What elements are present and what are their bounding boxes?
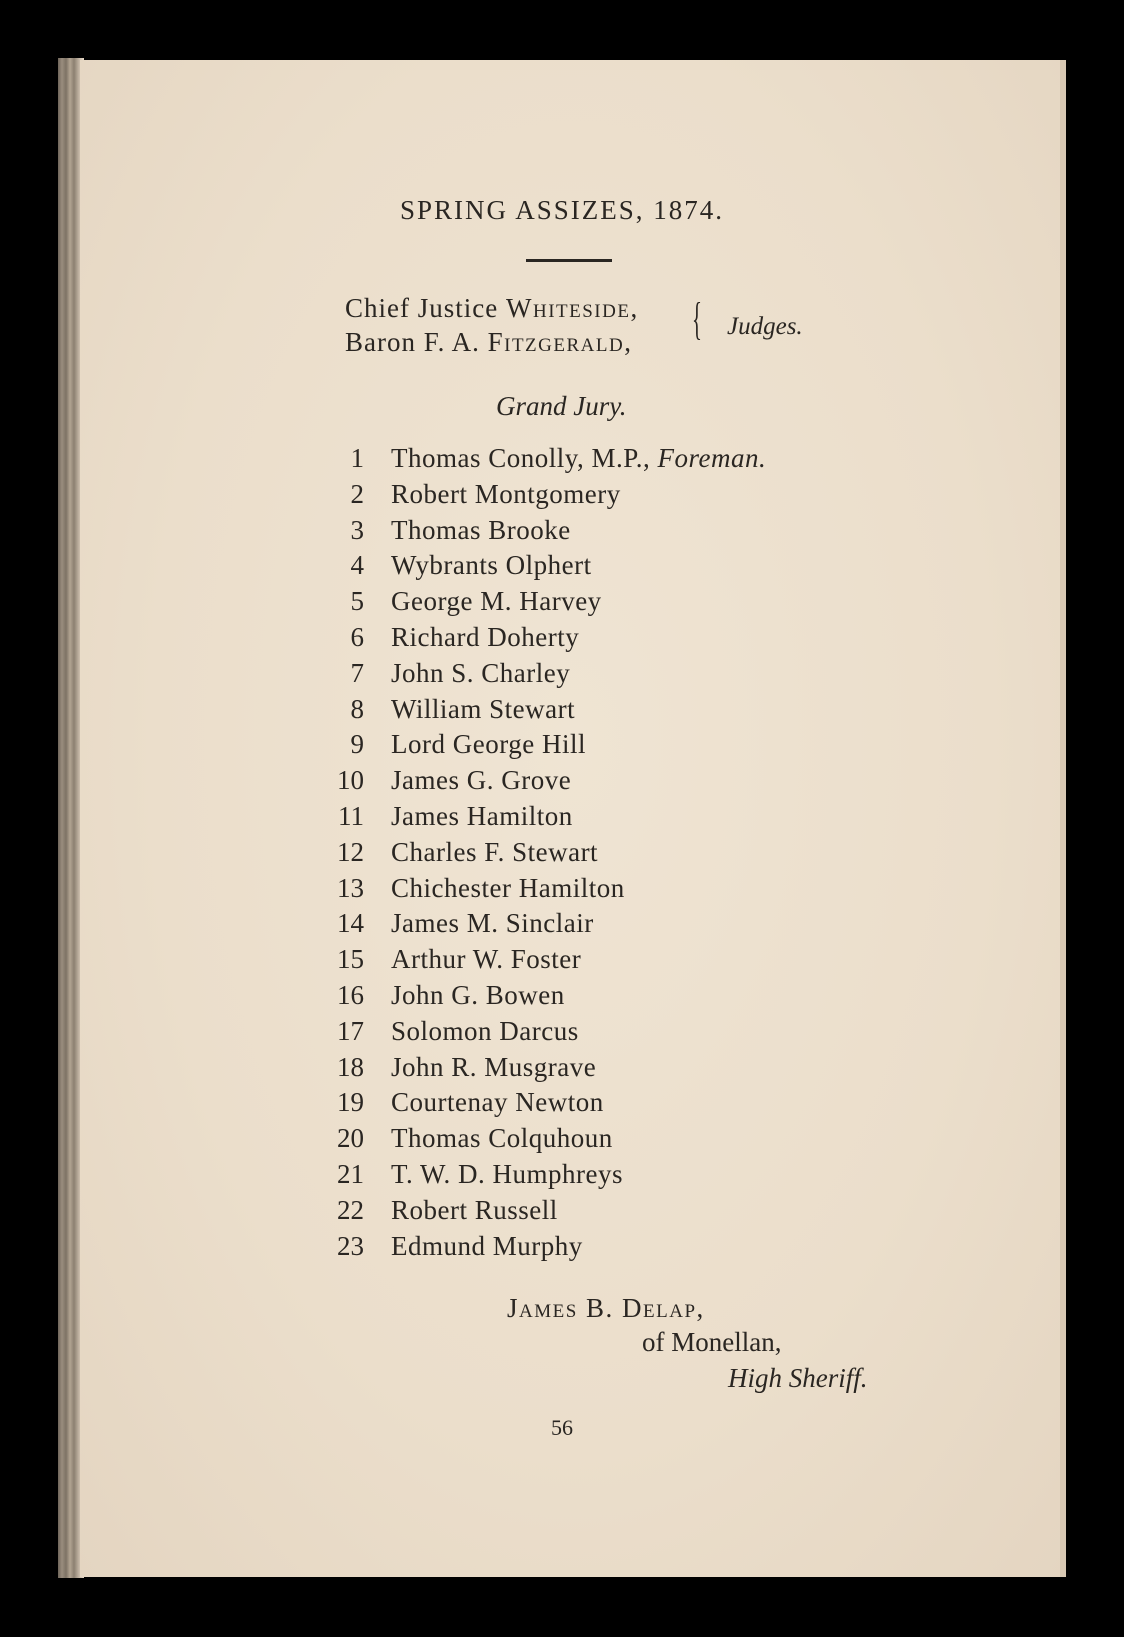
judge-line-2 — [345, 327, 632, 358]
juror-name-text: Thomas Brooke — [391, 514, 571, 545]
juror-name — [391, 479, 621, 510]
sheriff-residence: of Monellan, — [642, 1327, 782, 1357]
juror-name-text: Thomas Conolly, M.P., — [391, 443, 658, 473]
juror-name — [391, 658, 570, 689]
sheriff-title: High Sheriff. — [728, 1363, 868, 1393]
juror-name-text: Robert Russell — [391, 1194, 558, 1225]
juror-name-text: T. W. D. Humphreys — [391, 1159, 623, 1189]
juror-name-text: James Hamilton — [391, 801, 573, 831]
juror-name-text: Charles F. Stewart — [391, 836, 599, 867]
page-heading: SPRING ASSIZES, 1874. — [399, 195, 725, 225]
juror-name-text: Edmund Murphy — [391, 1230, 583, 1261]
juror-name — [391, 1195, 558, 1226]
juror-name-text: George M. Harvey — [391, 586, 602, 617]
judge-title: Baron F. A. — [345, 327, 488, 357]
juror-name-text: Chichester Hamilton — [391, 872, 625, 903]
juror-name — [391, 873, 625, 904]
juror-name — [391, 622, 579, 653]
juror-name — [391, 729, 586, 760]
juror-name-text: Thomas Colquhoun — [391, 1123, 613, 1154]
juror-name — [391, 765, 571, 796]
sheriff-name: James B. Delap, — [507, 1293, 705, 1323]
judges-label: Judges. — [727, 313, 803, 340]
page-number: 56 — [551, 1415, 573, 1440]
juror-number: 17 — [337, 1015, 364, 1046]
juror-name-text: Lord George Hill — [391, 729, 586, 760]
juror-name — [391, 1231, 583, 1262]
judge-name: Whiteside, — [505, 293, 639, 323]
juror-number: 4 — [350, 550, 364, 581]
juror-number: 7 — [350, 657, 364, 688]
juror-name-text: James M. Sinclair — [391, 908, 594, 939]
juror-number: 10 — [337, 765, 364, 796]
juror-number: 1 — [350, 443, 364, 473]
juror-name-text: Wybrants Olphert — [391, 550, 592, 581]
juror-name — [391, 1159, 623, 1190]
juror-name — [391, 1087, 604, 1118]
juror-name — [391, 908, 594, 939]
juror-name — [391, 1016, 579, 1047]
juror-name — [391, 550, 592, 581]
juror-name-text: Robert Montgomery — [391, 478, 621, 509]
juror-name-text: John G. Bowen — [391, 980, 565, 1010]
juror-name-text: Solomon Darcus — [391, 1015, 579, 1046]
juror-name-text: Courtenay Newton — [391, 1087, 604, 1118]
juror-number: 12 — [337, 836, 364, 867]
juror-name-text: John S. Charley — [391, 657, 571, 688]
page-right-edge — [1060, 60, 1066, 1577]
juror-number: 3 — [350, 514, 364, 545]
juror-number: 9 — [350, 729, 364, 760]
juror-name — [391, 586, 602, 617]
juror-name-text: James G. Grove — [391, 765, 572, 796]
juror-name — [391, 980, 565, 1011]
juror-number: 23 — [337, 1230, 364, 1261]
juror-number: 2 — [350, 478, 364, 509]
juror-name-text: Arthur W. Foster — [391, 944, 582, 975]
juror-name — [391, 515, 571, 546]
grand-jury-title: Grand Jury. — [496, 391, 627, 421]
judges-brace: { — [692, 293, 702, 344]
juror-name — [391, 1052, 596, 1083]
juror-number: 16 — [337, 980, 364, 1010]
juror-number: 15 — [337, 944, 364, 975]
juror-number: 11 — [338, 801, 364, 831]
juror-number: 21 — [337, 1159, 364, 1189]
heading-rule — [526, 259, 612, 262]
juror-name — [391, 944, 581, 975]
juror-number: 13 — [337, 872, 364, 903]
juror-name-text: Richard Doherty — [391, 622, 580, 652]
juror-number: 20 — [337, 1123, 364, 1154]
judge-name: Fitzgerald, — [487, 327, 633, 357]
juror-name — [391, 694, 575, 725]
juror-number: 18 — [337, 1051, 364, 1082]
juror-number: 14 — [337, 908, 364, 939]
judge-line-1 — [345, 293, 639, 324]
juror-name-text: John R. Musgrave — [391, 1051, 597, 1082]
juror-name — [391, 1123, 613, 1154]
juror-name — [391, 837, 598, 868]
juror-name-text: William Stewart — [391, 693, 576, 724]
juror-name — [391, 443, 766, 474]
judge-title: Chief Justice — [345, 293, 506, 323]
juror-number: 6 — [350, 622, 364, 652]
juror-name — [391, 801, 573, 832]
juror-number: 19 — [337, 1087, 364, 1118]
juror-number: 22 — [337, 1194, 364, 1225]
juror-role: Foreman. — [657, 443, 767, 473]
juror-number: 8 — [350, 693, 364, 724]
juror-number: 5 — [350, 586, 364, 617]
